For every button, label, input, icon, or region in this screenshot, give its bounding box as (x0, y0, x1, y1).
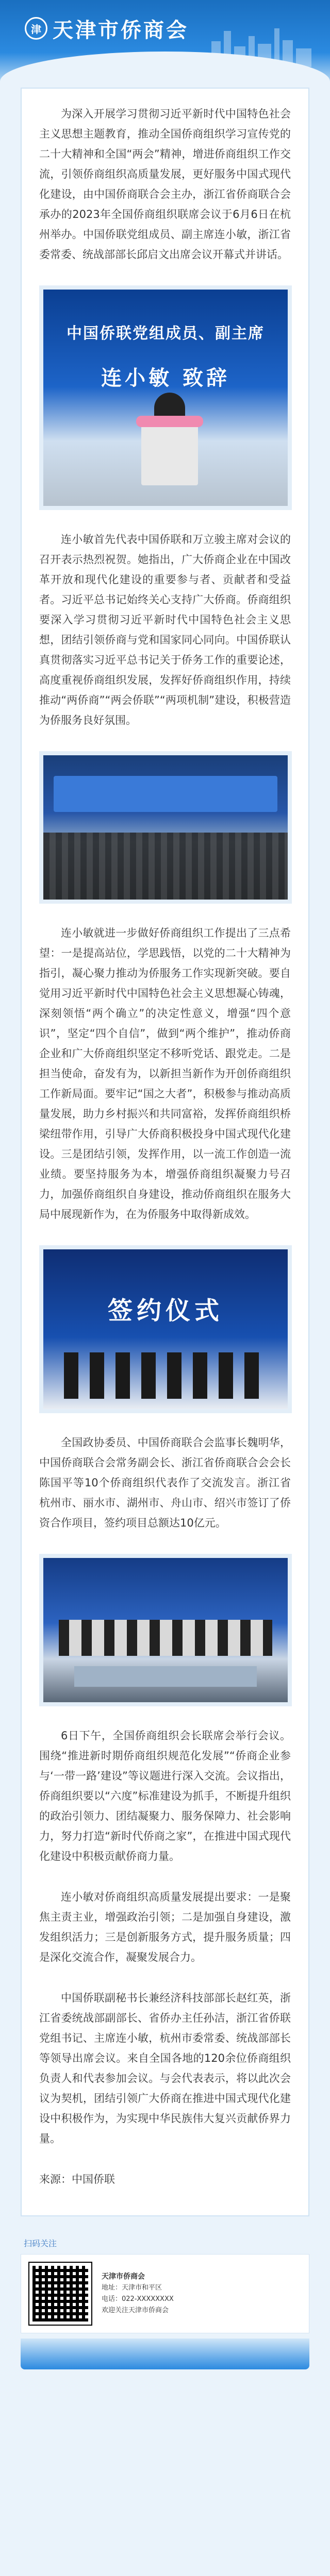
photo-banner-subtitle: 连小敏 致辞 (101, 366, 230, 390)
footer-card (21, 2254, 309, 2333)
article-paragraph: 连小敏就进一步做好侨商组织工作提出了三点希望：一是提高站位，学思践悟，以党的二十大精神为指引，凝心聚力推动为侨服务工作实现新突破。要自觉用习近平新时代中国特色社会主义思想凝心铸魂，深刻领悟“两个确立”的决定性意义，增强“四个意识”，坚定“四个自信”，做到“两个维护”，推动侨商企业和广大侨商组织坚定不移听党话、跟党走。二是担当使命，奋发有为，以新担当新作为开创侨商组织工作新局面。要牢记“国之大者”，积极参与推动高质量发展，助力乡村振兴和共同富裕，发挥侨商组织桥梁纽带作用，引导广大侨商积极投身中国式现代化建设。三是团结引领，发挥作用，以一流工作创造一流业绩。要坚持服务为本，增强侨商组织凝聚力号召力，加强侨商组织自身建设，推动侨商组织在服务大局中展现新作为，在为侨服务中取得新成效。 (39, 927, 291, 1221)
article-paragraph: 中国侨联副秘书长兼经济科技部部长赵红英，浙江省委统战部副部长、省侨办主任孙洁，浙江省侨联党组书记、主席连小敏，杭州市委常委、统战部部长等领导出席会议。来自全国各地的120余位侨商组织负责人和代表参加会议。与会代表表示，将以此次会议为契机，团结引领广大侨商在推进中国式现代化建设中积极作为，为实现中华民族伟大复兴贡献侨界力量。 (39, 1992, 291, 2145)
photo-meeting-hall (39, 751, 292, 904)
photo-banner-title: 中国侨联党组成员、副主席 (67, 325, 265, 343)
article-source: 来源：中国侨联 (39, 2173, 115, 2185)
podium (141, 418, 198, 485)
footer-decoration (21, 2338, 309, 2369)
article-body (21, 88, 309, 2216)
footer-info (91, 2271, 301, 2316)
article-paragraph: 连小敏首先代表中国侨联和万立骏主席对会议的召开表示热烈祝贺。她指出，广大侨商企业在中国改革开放和现代化建设的重要参与者、贡献者和受益者。习近平总书记始终关心支持广大侨商。侨商组织要深入学习贯彻习近平新时代中国特色社会主义思想，团结引领侨商与党和国家同心同向。中国侨联认真贯彻落实习近平总书记关于侨务工作的重要论述，高度重视侨商组织发展，发挥好侨商组织作用，持续推动“两侨商”“两会侨联”“两项机制”建设，积极营造为侨服务良好氛围。 (39, 533, 291, 726)
footer-note: 欢迎关注天津市侨商会 (102, 2307, 169, 2314)
photo-signing (39, 1245, 292, 1413)
signing-screen-text: 签约仪式 (107, 1296, 223, 1325)
stage-screen (54, 776, 277, 812)
masthead-title: 天津市侨商会 (53, 18, 189, 42)
photo-roundtable (39, 1554, 292, 1706)
footer-phone: 电话：022-XXXXXXXX (102, 2295, 174, 2303)
header-banner (0, 0, 330, 88)
footer-label: 扫码关注 (24, 2239, 57, 2248)
audience (43, 833, 288, 900)
article-paragraph: 6日下午，全国侨商组织会长联席会举行会议。围绕“推进新时期侨商组织规范化发展”“侨商企业参与‘一带一路’建设”等议题进行深入交流。会议指出，侨商组织要以“六度”标准建设为抓手，不断提升组织的政治引领力、团结凝聚力、服务保障力、社会影响力，努力打造“新时代侨商之家”，在推进中国式现代化建设中积极贡献侨商力量。 (39, 1730, 291, 1862)
conference-table (74, 1666, 257, 1687)
seated-attendees (59, 1620, 272, 1656)
flowers (136, 416, 203, 427)
article-paragraph: 全国政协委员、中国侨商联合会监事长魏明华，中国侨商联合会常务副会长、浙江省侨商联合会会长陈国平等10个侨商组织代表作了交流发言。浙江省杭州市、丽水市、湖州市、舟山市、绍兴市签订了侨资合作项目，签约项目总额达10亿元。 (39, 1436, 291, 1529)
article-paragraph: 为深入开展学习贯彻习近平新时代中国特色社会主义思想主题教育，推动全国侨商组织学习宣传党的二十大精神和全国“两会”精神，增进侨商组织工作交流，引领侨商组织高质量发展，更好服务中国式现代化建设，由中国侨商联合会主办，浙江省侨商联合会承办的2023年全国侨商组织联席会议于6月6日在杭州举办。中国侨联党组成员、副主席连小敏，浙江省委常委、统战部部长邱启文出席会议开幕式并讲话。 (39, 108, 291, 261)
masthead (25, 14, 210, 42)
photo-speech (39, 285, 292, 510)
footer-address: 地址：天津市和平区 (102, 2284, 162, 2292)
signing-participants (64, 1352, 267, 1399)
article-paragraph: 连小敏对侨商组织高质量发展提出要求：一是聚焦主责主业，增强政治引领；二是加强自身建设，激发组织活力；三是创新服务方式，提升服务质量；四是深化交流合作，凝聚发展合力。 (39, 1891, 291, 1963)
footer-org: 天津市侨商会 (102, 2273, 145, 2281)
footer (21, 2237, 309, 2390)
qr-code-icon[interactable] (29, 2263, 91, 2325)
logo-icon: 津 (25, 17, 47, 40)
